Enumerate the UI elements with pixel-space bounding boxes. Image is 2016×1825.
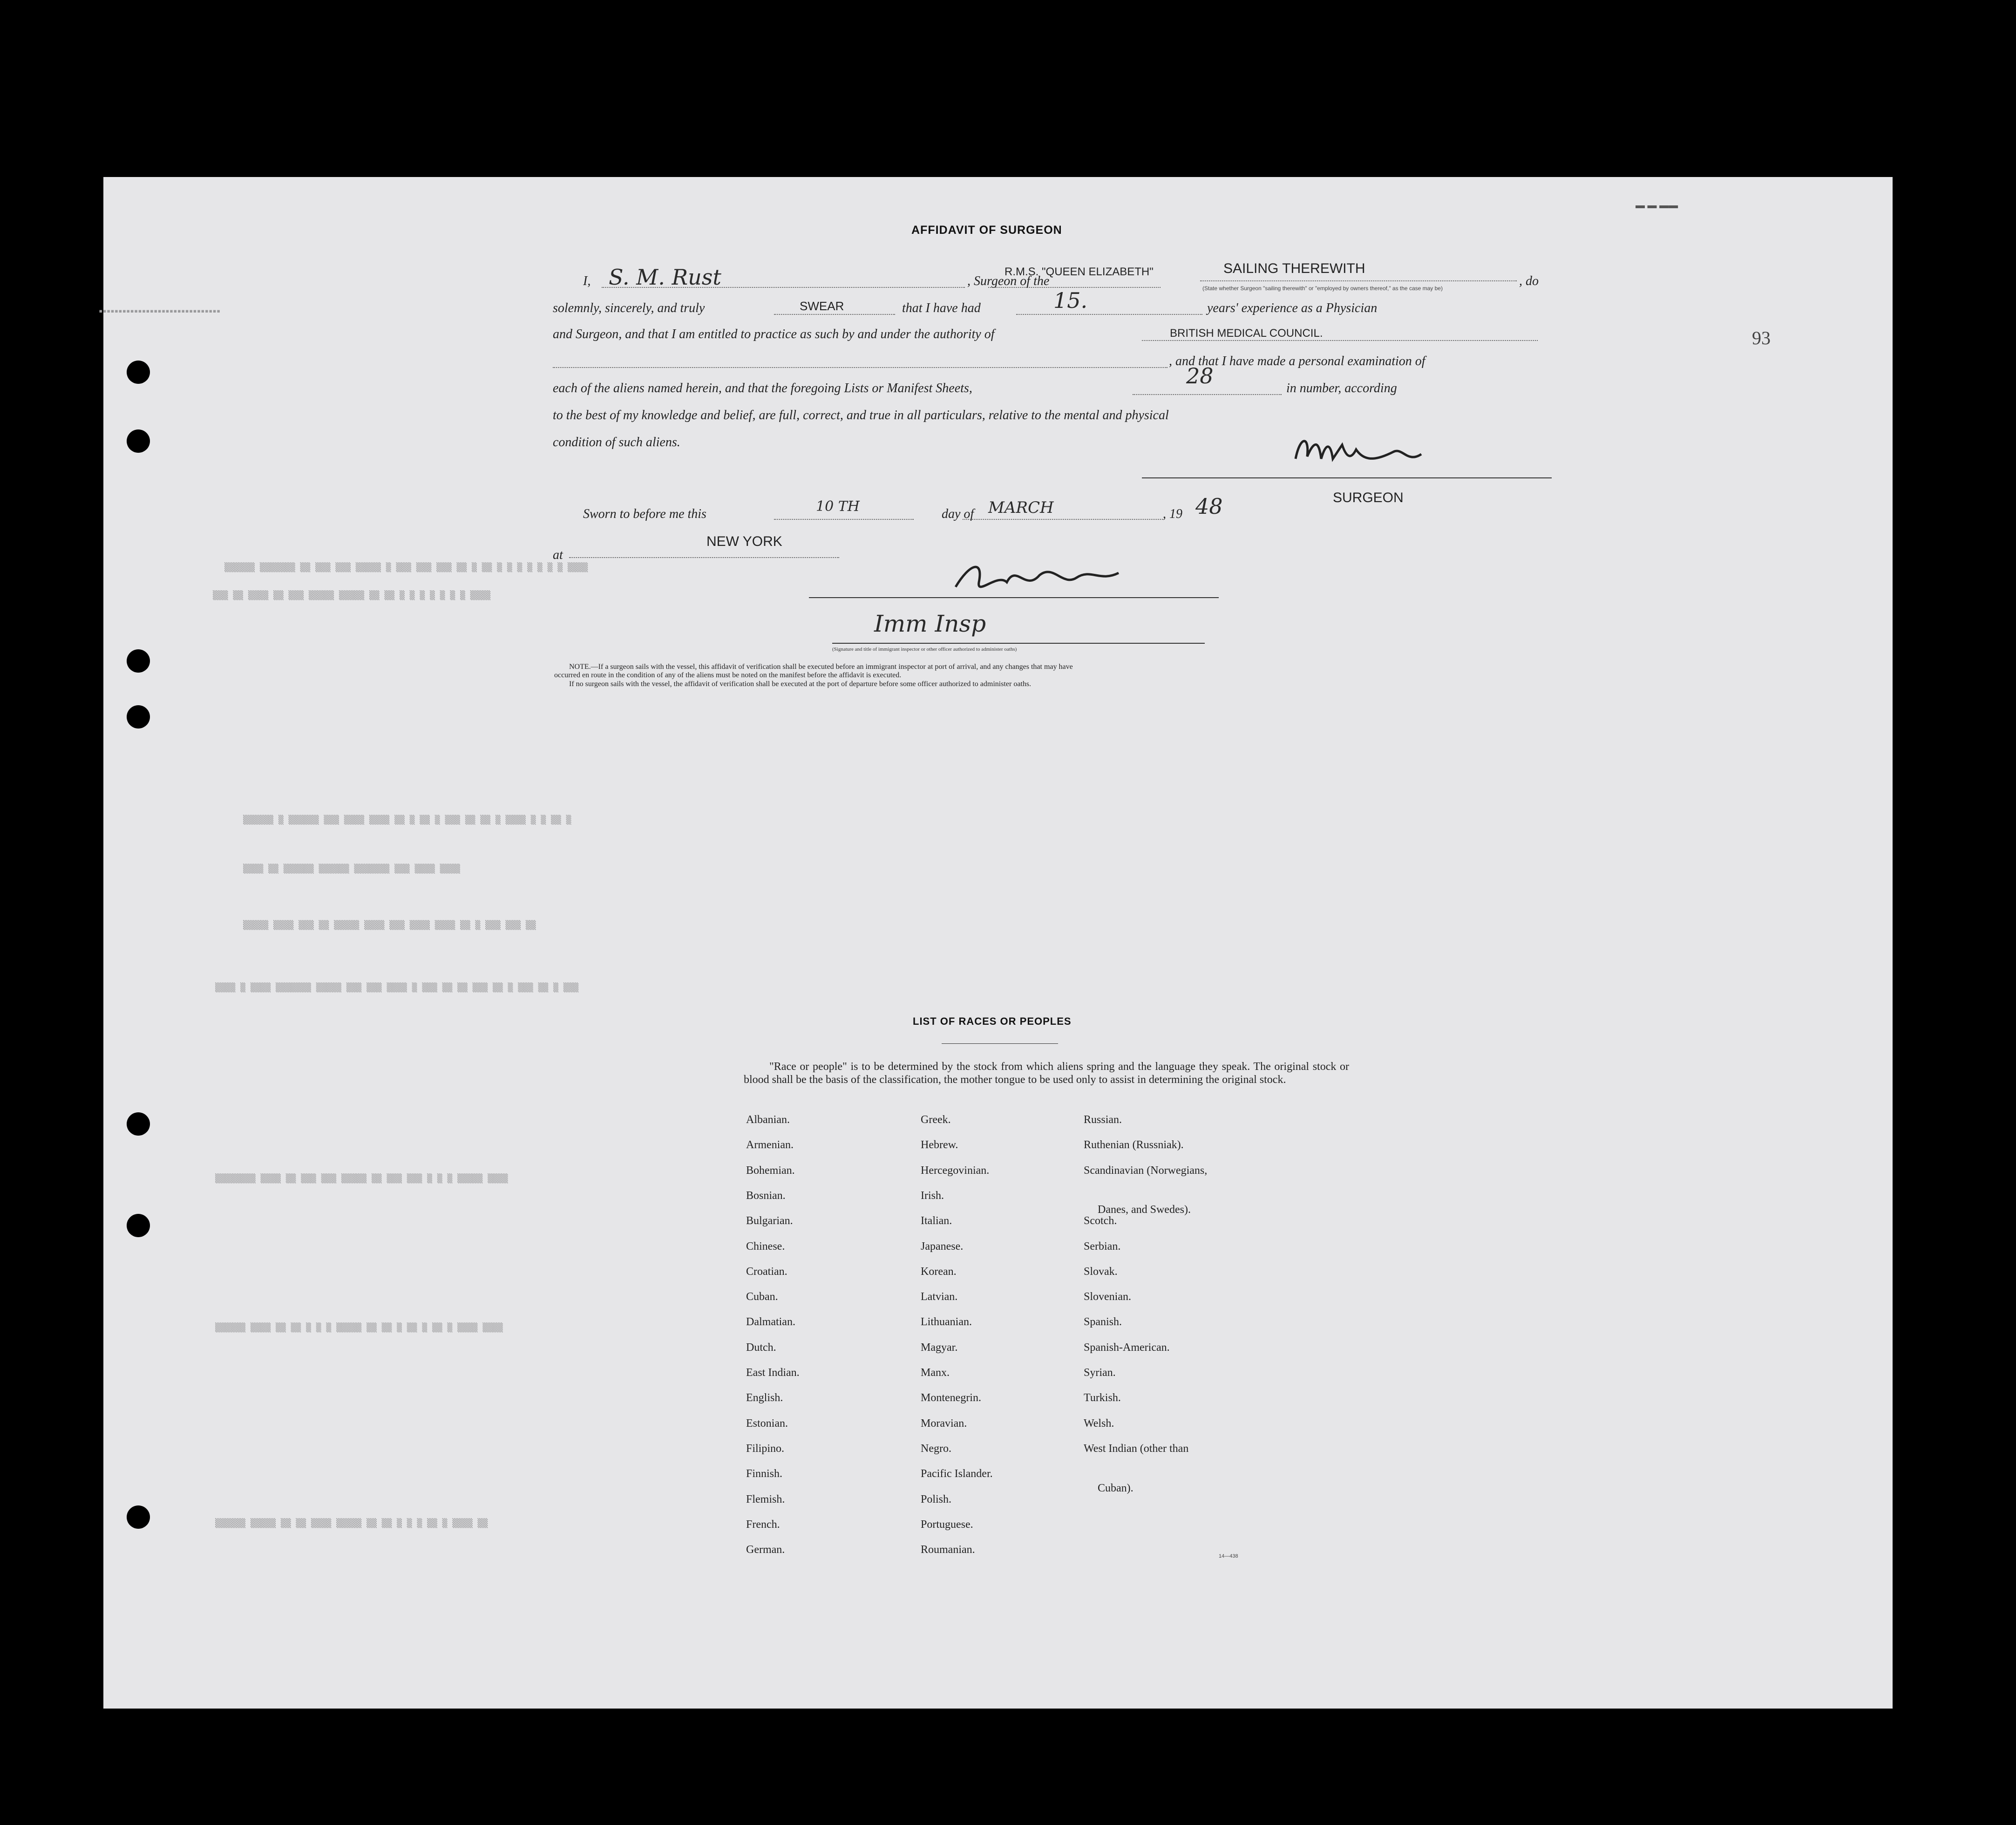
day-line	[774, 519, 914, 520]
bleed-through-row: ▒▒▒▒▒▒ ▒▒▒▒▒▒▒ ▒▒ ▒▒▒ ▒▒▒ ▒▒▒▒▒ ▒ ▒▒▒ ▒▒▒ ▒▒▒ ▒▒ ▒ ▒▒ ▒ ▒ ▒ ▒ ▒ ▒ ▒ ▒▒▒▒	[224, 563, 588, 572]
surgeon-signature	[1286, 431, 1482, 473]
at-label: at	[553, 548, 563, 562]
race-item: Syrian.	[1084, 1367, 1116, 1379]
punch-hole	[127, 705, 150, 729]
top-right-mark: ▬ ▬ ▬▬	[1636, 200, 1678, 211]
race-item: Magyar.	[921, 1341, 958, 1354]
line1-end: , do	[1519, 274, 1539, 288]
inspector-title: Imm Insp	[874, 610, 986, 637]
bleed-through-row: ▒▒▒ ▒▒ ▒▒▒▒ ▒▒ ▒▒▒ ▒▒▒▒▒ ▒▒▒▒▒ ▒▒ ▒▒ ▒ ▒ ▒ ▒ ▒ ▒ ▒ ▒▒▒▒	[213, 591, 491, 600]
race-item: Bulgarian.	[746, 1215, 793, 1227]
race-item: Scotch.	[1084, 1215, 1117, 1227]
race-item: Pacific Islander.	[921, 1468, 993, 1480]
inspector-signature-line	[809, 597, 1219, 598]
race-item: Slovenian.	[1084, 1291, 1131, 1303]
race-item: West Indian (other than	[1084, 1442, 1189, 1455]
sworn-b: day of	[942, 507, 974, 521]
signature-caption: (Signature and title of immigrant inspector or other officer authorized to administer oaths)	[832, 647, 1017, 652]
race-item: Filipino.	[746, 1442, 785, 1455]
authority: BRITISH MEDICAL COUNCIL.	[1170, 327, 1323, 340]
bleed-through-row: ▒▒▒▒▒▒▒▒ ▒▒▒▒ ▒▒ ▒▒▒ ▒▒▒ ▒▒▒▒▒ ▒▒ ▒▒▒ ▒▒▒ ▒ ▒ ▒ ▒▒▒▒▒ ▒▒▒▒	[215, 1174, 508, 1184]
race-item: Albanian.	[746, 1114, 790, 1126]
bleed-through-row: ▒▒▒▒▒▒ ▒▒▒▒ ▒▒ ▒▒ ▒ ▒ ▒ ▒▒▒▒▒ ▒▒ ▒▒ ▒ ▒▒ ▒ ▒▒ ▒ ▒▒▒▒ ▒▒▒▒	[215, 1323, 503, 1333]
punch-hole	[127, 1112, 150, 1136]
race-item: Spanish-American.	[1084, 1341, 1170, 1354]
race-item: Cuban.	[746, 1291, 778, 1303]
race-item: Hercegovinian.	[921, 1164, 990, 1177]
race-item: Polish.	[921, 1493, 952, 1505]
years-line	[1016, 314, 1202, 315]
note-line-3: If no surgeon sails with the vessel, the affidavit of verification shall be executed at the port of departure before some officer authorized to administer oaths.	[569, 680, 1032, 688]
race-item: Dalmatian.	[746, 1316, 795, 1328]
line1-mid: , Surgeon of the	[967, 274, 1050, 288]
race-item: Slovak.	[1084, 1265, 1118, 1278]
note-line-2: occurred en route in the condition of any of the aliens must be noted on the manifest before the affidavit is executed.	[554, 671, 902, 679]
line5-b: in number, according	[1286, 381, 1397, 395]
sworn-day: 10 TH	[816, 498, 860, 515]
race-item: Armenian.	[746, 1139, 794, 1151]
sheets-line	[1133, 394, 1282, 395]
line1-prefix: I,	[583, 274, 591, 288]
page-number: 93	[1752, 327, 1771, 348]
race-item: Japanese.	[921, 1240, 964, 1253]
place-line	[569, 557, 839, 558]
race-item: Lithuanian.	[921, 1316, 972, 1328]
race-item: French.	[746, 1518, 780, 1531]
race-item: Roumanian.	[921, 1544, 975, 1556]
surgeon-name-line	[602, 287, 965, 288]
punch-hole	[127, 1505, 150, 1529]
line2-b: that I have had	[902, 301, 981, 315]
race-item: Turkish.	[1084, 1392, 1121, 1404]
place: NEW YORK	[706, 534, 782, 549]
punch-hole	[127, 361, 150, 384]
sworn-a: Sworn to before me this	[583, 507, 706, 521]
races-title-rule	[942, 1043, 1058, 1044]
capacity-note: (State whether Surgeon "sailing therewith" or "employed by owners thereof," as the case may be)	[1202, 285, 1443, 292]
race-item: German.	[746, 1544, 785, 1556]
line2-a: solemnly, sincerely, and truly	[553, 301, 705, 315]
race-item: Finnish.	[746, 1468, 783, 1480]
race-item: Croatian.	[746, 1265, 787, 1278]
race-item: Spanish.	[1084, 1316, 1122, 1328]
bleed-through-row: ▪▪▪▪▪▪▪▪▪▪▪▪▪▪▪▪▪▪▪▪▪▪▪▪▪▪▪▪▪▪▪	[99, 307, 221, 315]
surgeon-label: SURGEON	[1333, 490, 1404, 505]
race-item: Portuguese.	[921, 1518, 973, 1531]
race-item: Welsh.	[1084, 1417, 1114, 1430]
month-line	[963, 519, 1163, 520]
surgeon-signature-line	[1142, 477, 1552, 478]
inspector-title-line	[832, 643, 1205, 644]
race-item: Estonian.	[746, 1417, 788, 1430]
race-item: Irish.	[921, 1189, 944, 1202]
race-item: Cuban).	[1098, 1482, 1134, 1494]
bleed-through-row: ▒▒▒▒▒▒ ▒ ▒▒▒▒▒▒ ▒▒▒ ▒▒▒▒ ▒▒▒▒ ▒▒ ▒ ▒▒ ▒ ▒▒▒ ▒▒ ▒▒ ▒ ▒▒▒▒ ▒ ▒ ▒▒ ▒	[243, 815, 571, 825]
races-intro: "Race or people" is to be determined by the stock from which aliens spring and the language they speak. The original stock or blood shall be the basis of the classification, the mother tongue to be used only to assist in determining the original stock.	[744, 1061, 1349, 1086]
line3-a: and Surgeon, and that I am entitled to practice as such by and under the authority of	[553, 327, 995, 341]
authority-line-2	[553, 367, 1168, 368]
race-item: Korean.	[921, 1265, 957, 1278]
race-item: Serbian.	[1084, 1240, 1121, 1253]
capacity-line	[1200, 280, 1517, 281]
race-item: English.	[746, 1392, 783, 1404]
race-item: Russian.	[1084, 1114, 1122, 1126]
race-item: Latvian.	[921, 1291, 958, 1303]
oath-line	[774, 314, 895, 315]
races-title: LIST OF RACES OR PEOPLES	[913, 1015, 1072, 1027]
line7: condition of such aliens.	[553, 435, 680, 449]
note-line-1: NOTE.—If a surgeon sails with the vessel, this affidavit of verification shall be executed before an immigrant inspector at port of arrival, and any changes that may have	[569, 663, 1073, 671]
bleed-through-row: ▒▒▒▒▒▒ ▒▒▒▒▒ ▒▒ ▒▒ ▒▒▒▒ ▒▒▒▒▒ ▒▒ ▒▒ ▒ ▒ ▒ ▒▒ ▒ ▒▒▒▒ ▒▒	[215, 1519, 488, 1528]
race-item: Manx.	[921, 1367, 950, 1379]
authority-line	[1142, 340, 1538, 341]
surgeon-capacity: SAILING THEREWITH	[1223, 261, 1365, 276]
bleed-through-row: ▒▒▒▒ ▒ ▒▒▒▒ ▒▒▒▒▒▒▒ ▒▒▒▒▒ ▒▒▒ ▒▒▒ ▒▒▒▒ ▒ ▒▒▒ ▒▒ ▒▒ ▒▒▒ ▒▒ ▒ ▒▒▒ ▒▒ ▒ ▒▒▒	[215, 983, 579, 993]
document-page	[99, 177, 1893, 1709]
manifest-sheet-count: 28	[1186, 363, 1214, 388]
punch-hole	[127, 649, 150, 673]
punch-hole	[127, 429, 150, 453]
race-item: Dutch.	[746, 1341, 776, 1354]
bleed-through-row: ▒▒▒▒▒ ▒▒▒▒ ▒▒▒ ▒▒ ▒▒▒▒▒ ▒▒▒▒ ▒▒▒ ▒▒▒▒ ▒▒▒▒ ▒▒ ▒ ▒▒▒ ▒▒▒ ▒▒	[243, 920, 536, 930]
years-experience: 15.	[1053, 288, 1088, 313]
affidavit-title: AFFIDAVIT OF SURGEON	[911, 224, 1062, 237]
punch-hole	[127, 1214, 150, 1237]
race-item: Montenegrin.	[921, 1392, 981, 1404]
sworn-c: , 19	[1163, 507, 1182, 521]
bleed-through-row: ▒▒▒▒ ▒▒ ▒▒▒▒▒▒ ▒▒▒▒▒▒ ▒▒▒▒▒▒▒ ▒▒▒ ▒▒▒▒ ▒▒▒▒	[243, 864, 460, 874]
race-item: Negro.	[921, 1442, 951, 1455]
race-item: East Indian.	[746, 1367, 800, 1379]
race-item: Greek.	[921, 1114, 951, 1126]
race-item: Ruthenian (Russniak).	[1084, 1139, 1184, 1151]
surgeon-name: S. M. Rust	[609, 265, 721, 290]
race-item: Hebrew.	[921, 1139, 958, 1151]
race-item: Italian.	[921, 1215, 952, 1227]
line4: , and that I have made a personal examination of	[1169, 354, 1425, 368]
race-item: Scandinavian (Norwegians,	[1084, 1164, 1208, 1177]
oath-word: SWEAR	[800, 299, 844, 313]
race-item: Bosnian.	[746, 1189, 786, 1202]
race-item: Flemish.	[746, 1493, 785, 1505]
race-item: Danes, and Swedes).	[1098, 1204, 1191, 1216]
form-code: 14—438	[1219, 1553, 1238, 1559]
sworn-month: MARCH	[988, 498, 1054, 517]
line2-c: years' experience as a Physician	[1207, 301, 1378, 315]
sworn-year: 48	[1195, 494, 1223, 519]
race-item: Moravian.	[921, 1417, 967, 1430]
race-item: Bohemian.	[746, 1164, 795, 1177]
race-item: Chinese.	[746, 1240, 785, 1253]
line5-a: each of the aliens named herein, and that the foregoing Lists or Manifest Sheets,	[553, 381, 972, 395]
line6: to the best of my knowledge and belief, are full, correct, and true in all particulars, relative to the mental and physical	[553, 408, 1169, 422]
ship-name: R.M.S. "QUEEN ELIZABETH"	[1005, 266, 1154, 278]
